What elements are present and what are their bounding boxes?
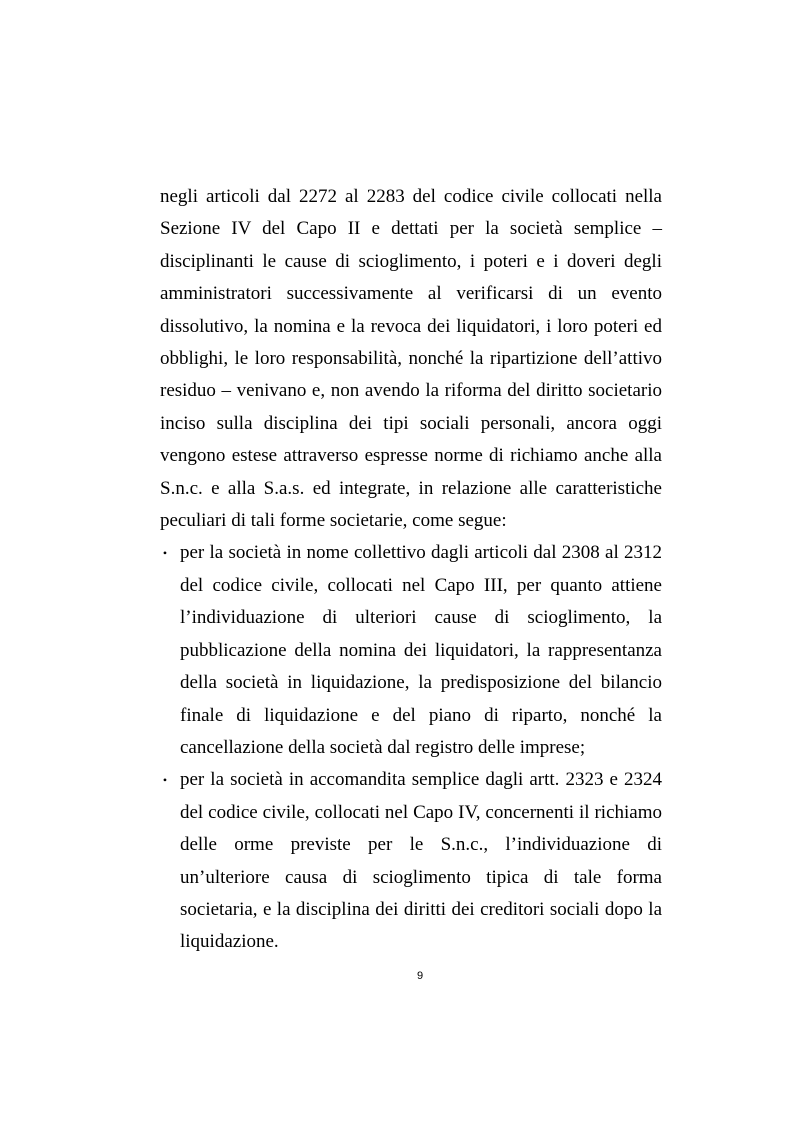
page-number: 9 [416, 970, 424, 982]
bullet-list [160, 537, 662, 958]
page-body [160, 181, 662, 959]
list-item [160, 764, 662, 958]
bullet-icon: • [162, 546, 168, 561]
list-item [160, 537, 662, 764]
list-item-text: per la società in nome collettivo dagli articoli dal 2308 al 2312 del codice civile, collocati nel Capo III, per quanto attiene l’individuazione di ulteriori cause di scioglimento, la pubblicazione della nomina dei liquidatori, la rappresentanza della società in liquidazione, la predisposizione del bilancio finale di liquidazione e del piano di riparto, nonché la cancellazione della società dal registro delle imprese; [180, 542, 662, 758]
bullet-icon: • [162, 773, 168, 788]
intro-paragraph: negli articoli dal 2272 al 2283 del codice civile collocati nella Sezione IV del Capo II e dettati per la società semplice – disciplinanti le cause di scioglimento, i poteri e i doveri degli amministratori successivamente al verificarsi di un evento dissolutivo, la nomina e la revoca dei liquidatori, i loro poteri ed obblighi, le loro responsabilità, nonché la ripartizione dell’attivo residuo – venivano e, non avendo la riforma del diritto societario inciso sulla disciplina dei tipi sociali personali, ancora oggi vengono estese attraverso espresse norme di richiamo anche alla S.n.c. e alla S.a.s. ed integrate, in relazione alle caratteristiche peculiari di tali forme societarie, come segue: [160, 186, 662, 532]
list-item-text: per la società in accomandita semplice dagli artt. 2323 e 2324 del codice civile, collocati nel Capo IV, concernenti il richiamo delle orme previste per le S.n.c., l’individuazione di un’ulteriore causa di scioglimento tipica di tale forma societaria, e la disciplina dei diritti dei creditori sociali dopo la liquidazione. [180, 769, 662, 953]
